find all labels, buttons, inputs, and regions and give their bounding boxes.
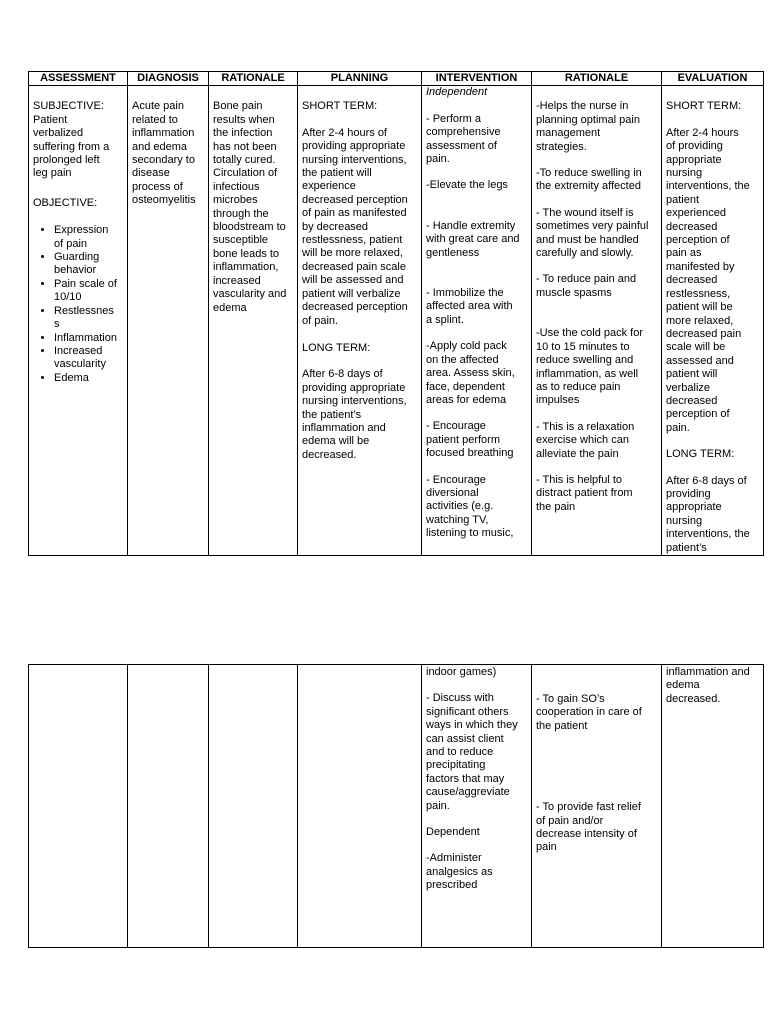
- objective-item: • Guarding behavior: [54, 251, 123, 278]
- evaluation-long-text: After 6-8 days of providing appropriate nursing interventions, the patient’s: [666, 474, 750, 554]
- planning-short-text: After 2-4 hours of providing appropriate nursing interventions, the patient will experience decreased perception of pain as manifested by decreased restlessness, patient will be more relaxed, decreased pain scale will be assessed and patient will verbalize decreased perception of pain.: [302, 126, 408, 327]
- planning-long-text: After 6-8 days of providing appropriate nursing interventions, the patient’s inflammation and edema will be decreased.: [302, 368, 407, 461]
- care-plan-table-page-2: [28, 664, 764, 948]
- intervention-item: - Immobilize the affected area with a splint.: [426, 287, 513, 326]
- intervention-item: -Elevate the legs: [426, 179, 508, 192]
- evaluation-short-text: After 2-4 hours of providing appropriate nursing interventions, the patient experienced decreased perception of pain as manifested by decreased restlessness, patient will be more relaxed, decreased pain scale will be assessed and patient will verbalize decreased perception of pain.: [666, 126, 750, 434]
- planning-cell-continued: [298, 665, 422, 948]
- independent-label: Independent: [426, 86, 488, 99]
- intervention-item: -Administer analgesics as prescribed: [426, 852, 493, 892]
- diagnosis-cell-continued: [128, 665, 209, 948]
- header-intervention: INTERVENTION: [422, 72, 532, 86]
- intervention-rationale-item: - This is helpful to distract patient from the pain: [536, 473, 633, 513]
- intervention-rationale-item: -To reduce swelling in the extremity affected: [536, 167, 642, 193]
- header-assessment: ASSESSMENT: [29, 72, 128, 86]
- intervention-item: -Apply cold pack on the affected area. Assess skin, face, dependent areas for edema: [426, 340, 515, 406]
- rationale-cell: [209, 86, 298, 556]
- intervention-item: - Encourage patient perform focused breathing: [426, 420, 514, 460]
- objective-item: • Inflammation: [54, 332, 123, 345]
- intervention-rationale-cell: [532, 86, 662, 556]
- intervention-rationale-item: - To provide fast relief of pain and/or decrease intensity of pain: [536, 801, 641, 854]
- intervention-rationale-item: - To gain SO’s cooperation in care of the patient: [536, 693, 642, 732]
- header-evaluation: EVALUATION: [662, 72, 764, 86]
- evaluation-cell: [662, 86, 764, 556]
- intervention-cell: [422, 86, 532, 556]
- objective-list: [33, 224, 123, 385]
- subjective-label: SUBJECTIVE:: [33, 100, 104, 113]
- objective-item: • Edema: [54, 372, 123, 385]
- header-diagnosis: DIAGNOSIS: [128, 72, 209, 86]
- objective-item: • Pain scale of 10/10: [54, 278, 123, 305]
- diagnosis-text: Acute pain related to inflammation and edema secondary to disease process of osteomyelitis: [132, 100, 196, 207]
- intervention-item: - Encourage diversional activities (e.g. watching TV, listening to music,: [426, 473, 514, 540]
- header-rationale-intervention: RATIONALE: [532, 72, 662, 86]
- care-plan-row-continued: [29, 665, 764, 948]
- intervention-rationale-item: - To reduce pain and muscle spasms: [536, 273, 637, 299]
- rationale-text: Bone pain results when the infection has not been totally cured. Circulation of infectious microbes through the bloodstream to susceptible bone leads to inflammation, increased vascularity and edema: [213, 100, 287, 314]
- objective-item: • Expression of pain: [54, 224, 123, 251]
- intervention-cell-continued: [422, 665, 532, 948]
- objective-item: • Restlessnes s: [54, 305, 123, 332]
- assessment-cell: [29, 86, 128, 556]
- intervention-rationale-item: - This is a relaxation exercise which can alleviate the pain: [536, 420, 635, 460]
- header-row: [29, 72, 764, 86]
- assessment-cell-continued: [29, 665, 128, 948]
- evaluation-continued-text: inflammation and edema decreased.: [666, 666, 750, 705]
- care-plan-row: [29, 86, 764, 556]
- rationale-cell-continued: [209, 665, 298, 948]
- evaluation-long-label: LONG TERM:: [666, 448, 735, 461]
- objective-label: OBJECTIVE:: [33, 196, 98, 209]
- intervention-rationale-item: -Helps the nurse in planning optimal pain management strategies.: [536, 100, 640, 153]
- dependent-label: Dependent: [426, 826, 480, 839]
- diagnosis-cell: [128, 86, 209, 556]
- intervention-rationale-item: -Use the cold pack for 10 to 15 minutes to reduce swelling and inflammation, as well as to reduce pain impulses: [536, 327, 643, 407]
- intervention-item: - Perform a comprehensive assessment of pain.: [426, 112, 501, 166]
- intervention-item: - Discuss with significant others ways in which they can assist client and to reduce precipitating factors that may cause/aggreviate pain.: [426, 692, 518, 812]
- planning-long-label: LONG TERM:: [302, 341, 371, 354]
- header-planning: PLANNING: [298, 72, 422, 86]
- intervention-item: - Handle extremity with great care and gentleness: [426, 219, 520, 259]
- care-plan-table-page-1: [28, 71, 764, 556]
- planning-short-label: SHORT TERM:: [302, 100, 378, 113]
- planning-cell: [298, 86, 422, 556]
- intervention-rationale-item: - The wound itself is sometimes very painful and must be handled carefully and slowly.: [536, 206, 649, 260]
- intervention-continued-text: indoor games): [426, 666, 497, 678]
- subjective-text: Patient verbalized suffering from a prolonged left leg pain: [33, 113, 110, 180]
- evaluation-short-label: SHORT TERM:: [666, 100, 742, 113]
- header-rationale: RATIONALE: [209, 72, 298, 86]
- intervention-rationale-cell-continued: [532, 665, 662, 948]
- evaluation-cell-continued: [662, 665, 764, 948]
- objective-item: • Increased vascularity: [54, 345, 123, 372]
